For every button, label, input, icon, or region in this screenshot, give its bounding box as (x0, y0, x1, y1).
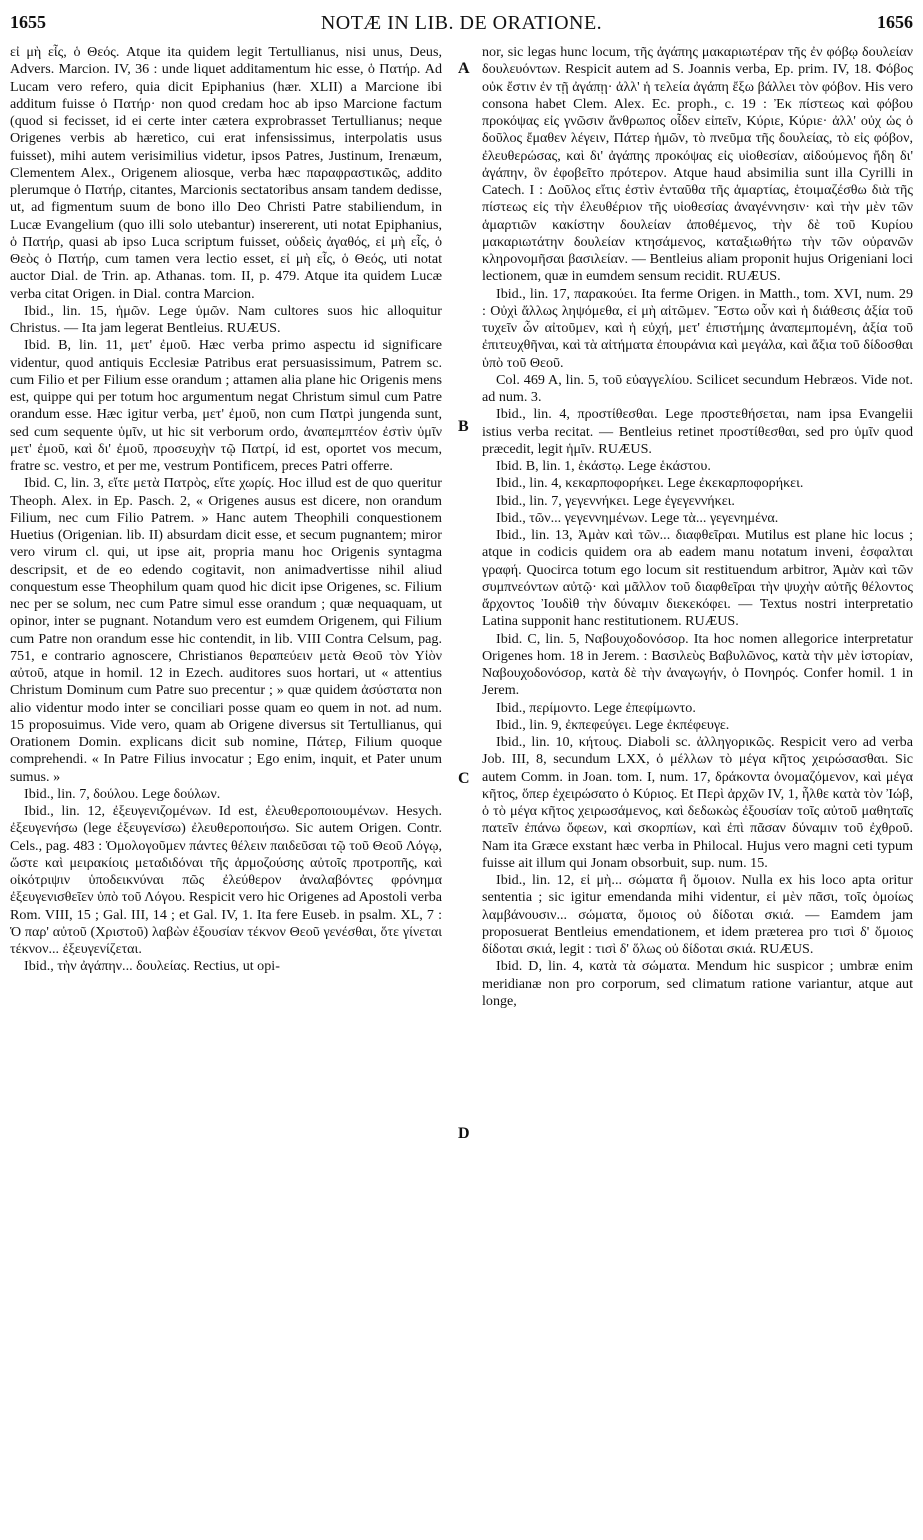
note-paragraph: Ibid., lin. 4, κεκαρποφορήκει. Lege ἐκεκαρποφορήκει. (496, 475, 804, 492)
note-paragraph: Ibid., lin. 7, γεγεννήκει. Lege ἐγεγεννήκει. (496, 492, 735, 509)
left-column (10, 44, 442, 1534)
note-paragraph: Ibid., lin. 13, Ἀμὰν καὶ τῶν... διαφθεῖραι. Mutilus est plane hic locus ; atque in codicis quidem ora ab eadem manu notatum inveni, ἐσφαλται γραφή. Quocirca totum ego locum sit restituendum arbitror, Ἀμὰν καὶ τῶν συμπνεόντων αὐτῷ· καὶ μᾶλλον τοῦ διαφθεῖραι τὴν ψυχὴν αὐτῆς θέλοντος ἄρχοντος Ἰουδὶθ τὴν δύναμιν διεκεκόφει. — Textus nostri interpretatio Latina supponit hanc restitutionem. RUÆUS. (482, 527, 913, 630)
note-paragraph: εἰ μὴ εἷς, ὁ Θεός. Atque ita quidem legit Tertullianus, nisi unus, Deus, Advers. Marcion. IV, 36 : unde liquet additamentum hic esse, ὁ Πατήρ. Ad Lucam vero refero, quia dicit Epiphanius (hær. XLII) a Marcione ibi additum fuisse ὁ Πατήρ· non quod credam hoc ab ipso Marcione factum (quod si fecisset, id ei certe inter cætera exprobrasset Tertullianus; neque Origenes verbis ab hæretico, cui erat infensissimus, interpolatis usus fuisset), mihi autem verisimilius videtur, ipsos Patres, Justinum, Irenæum, Clementem Alex., Origenem aliosque, verba hæc παραφραστικῶς, addito plerumque ὁ Πατήρ, citantes, Marcionis sectatoribus ansam tandem dedisse, ut, ad figmentum suum de bono illo Deo Christi Patre stabiliendum, in Lucæ Evangelium (quo illi solo utebantur) insererent, uti notat Epiphanius, ὁ Πατήρ, quasi ab ipso Luca scriptum fuisset, οὐδεὶς ἀγαθός, εἰ μὴ εἷς, ὁ Θεὸς ὁ Πατήρ, cum tamen vera lectio esset, εἰ μὴ εἷς, ὁ Θεός, uti notat auctor Dial. de Trin. ap. Athanas. tom. II, p. 479. Atque ita quidem Lucæ verba citat Origen. in Dial. contra Marcion. (10, 44, 442, 302)
note-paragraph: Ibid. C, lin. 3, εἴτε μετὰ Πατρὸς, εἴτε χωρίς. Hoc illud est de quo queritur Theoph. Alex. in Ep. Pasch. 2, « Origenes ausus est dicere, non orandum Filium, nec cum Filio Patrem. » Hanc autem Theophili conquestionem Huetius (Origenian. lib. II) absurdam dicit esse, et secum pugnantem; miror vero virum cl. qui, ut ipse ait, propria manu hoc Origenis syntagma descripsit, et de eo edendo cogitavit, non animadvertisse nihil aliud conquestum esse Theophilum quam quod hic dicit ipse Origenes, sc. Filium nec per se solum, nec cum Patre simul esse orandum ; quæ nequaquam, ut opinor, inter se pugnant. Notandum vero est eumdem Origenem, qui Filium cum Patre non orandum esse hic contendit, in lib. VIII Contra Celsum, pag. 751, e contrario agnoscere, Christianos θεραπεύειν μετὰ Θεοῦ τὸν Υἱὸν αὐτοῦ, atque in homil. 12 in Ezech. auditores suos hortari, ut « attentius Christum Dominum cum Patre suo precentur ; » quæ quidem ἀσύστατα non alio videntur modo inter se conciliari posse quam eo quem in not. ad num. 15 proposuimus. Vide vero, quam ab Origene diversus sit Tertullianus, qui Orationem Domin. explicans dicit sub nomine, Πάτερ, Filium quoque comprehendi. « In Patre Filius invocatur ; Ego enim, inquit, et Pater unum sumus. » (10, 475, 442, 785)
section-marker-b: B (458, 418, 469, 435)
page-number-left: 1655 (10, 12, 46, 32)
section-marker-c: C (458, 770, 470, 787)
page-header (10, 8, 913, 38)
note-paragraph: Ibid., lin. 10, κήτους. Diaboli sc. ἀλληγορικῶς. Respicit vero ad verba Job. III, 8, secundum LXX, ὁ μέλλων τὸ μέγα κῆτος χειρώσασθαι. Sic autem Comm. in Joan. tom. I, num. 17, δράκοντα ὀνομαζόμενον, καὶ μέγα κῆτος, ὅπερ ἐχειρώσατο ὁ Κύριος. Et Περὶ ἀρχῶν IV, 1, ἦλθε κατὰ τὸν Ἰώβ, ὁ τὸ μέγα κῆτος χειρωσάμενος, καὶ δεδωκὼς ἐξουσίαν τοῖς αὐτοῦ μαθηταῖς πατεῖν ἐπάνω ὄφεων, καὶ σκορπίων, καὶ ἐπὶ πᾶσαν δύναμιν τοῦ ἐχθροῦ. Nam ita Græce exstant hæc verba in Philocal. Hujus vero magni ceti typum fuisse ait illum qui Jonam obsorbuit, sup. num. 15. (482, 734, 913, 871)
note-paragraph: Ibid., περίμοντο. Lege ἐπεφίμωντο. (496, 699, 696, 716)
note-paragraph: Ibid., lin. 17, παρακούει. Ita ferme Origen. in Matth., tom. XVI, num. 29 : Οὐχὶ ἄλλως ληψόμεθα, εἰ μὴ αἰτῶμεν. Ἔστω οὖν καὶ ἡ διάθεσις ἀξία τοῦ τυχεῖν ὧν αἰτοῦμεν, καὶ ἡ εὐχή, μετ' ἐπιστήμης ἀναπεμπομένη, ἀξία τοῦ ἐπιτευχθῆναι, καὶ τὰ αἰτήματα ἐπουράνια καὶ μεγάλα, καὶ ἄξια τοῦ δίδοσθαι ὑπὸ τοῦ Θεοῦ. (482, 285, 913, 371)
note-paragraph: Ibid., lin. 12, ἐξευγενιζομένων. Id est, ἐλευθεροποιουμένων. Hesych. ἐξευγενήσω (lege ἐξευγενίσω) ἐλευθεροποιήσω. Sic autem Origen. Contr. Cels., pag. 483 : Ὁμολογοῦμεν πάντες θέλειν παιδεῦσαι τῷ τοῦ Θεοῦ Λόγῳ, ὥστε καὶ μειρακίοις μεταδιδόναι τῆς ἁρμοζούσης αὐτοῖς προτροπῆς, καὶ οἰκότριψιν ὑποδεικνύναι πῶς ἐλεύθερον ἀναλαβόντες φρόνημα ἐξευγενισθεῖεν ὑπὸ τοῦ Λόγου. Respicit vero hic Origenes ad Apostoli verba Rom. VIII, 15 ; Gal. III, 14 ; et Gal. IV, 1. Ita fere Euseb. in psalm. XL, 7 : Ὁ παρ' αὐτοῦ (Χριστοῦ) λαβὼν ἐξουσίαν τέκνον Θεοῦ γενέσθαι, ὅτε γίνεται τέκνον... ἐξευγενίζεται. (10, 803, 442, 957)
note-paragraph: Ibid., lin. 4, προστίθεσθαι. Lege προστεθήσεται, nam ipsa Evangelii istius verba recitat. — Bentleius retinet προστίθεσθαι, sed pro ὑμῖν quod præcedit, legit ἡμῖν. RUÆUS. (482, 406, 913, 457)
note-paragraph: Ibid. D, lin. 4, κατὰ τὰ σώματα. Mendum hic suspicor ; umbræ enim meridianæ non pro corporum, sed climatum ratione variantur, atque aut longe, (482, 958, 913, 1009)
section-marker-d: D (458, 1125, 470, 1142)
note-paragraph: Ibid., lin. 15, ἡμῶν. Lege ὑμῶν. Nam cultores suos hic alloquitur Christus. — Ita jam legerat Bentleius. RUÆUS. (10, 302, 442, 336)
note-paragraph: Ibid. B, lin. 11, μετ' ἐμοῦ. Hæc verba primo aspectu id significare videntur, quod antiquis Ecclesiæ Patribus erat persuasissimum, Patrem sc. cum Filio et per Filium esse orandum ; attamen alia plane hic Origenis mens est, quippe qui per totum hoc argumentum negat Christum simul cum Patre orandum esse. Hæc igitur verba, μετ' ἐμοῦ, non cum Πατρὶ jungenda sunt, sed cum sequente ὑμῖν, ut hic sit verborum ordo, ἀναπεμπτέον ἐστὶν ὑμῖν μετ' ἐμοῦ, καὶ δι' ἐμοῦ, προσευχὴν τῷ Πατρί, id est, oportet vos mecum, fratre sc. vestro, et per me, vestrum Pontificem, preces Patri offerre. (10, 337, 442, 474)
note-paragraph: Ibid., lin. 9, ἐκπεφεύγει. Lege ἐκπέφευγε. (496, 716, 730, 733)
note-paragraph: Ibid., lin. 7, δούλου. Lege δούλων. (24, 785, 221, 802)
note-paragraph: Col. 469 A, lin. 5, τοῦ εὐαγγελίου. Scilicet secundum Hebræos. Vide not. ad num. 3. (482, 371, 913, 405)
note-paragraph: Ibid., τὴν ἀγάπην... δουλείας. Rectius, ut opi- (24, 958, 280, 975)
page-number-right: 1656 (877, 12, 913, 32)
note-paragraph: Ibid., τῶν... γεγεννημένων. Lege τὰ... γεγενημένα. (496, 509, 779, 526)
note-paragraph: nor, sic legas hunc locum, τῆς ἀγάπης μακαριωτέραν τῆς ἐν φόβῳ δουλείαν δουλευόντων. Respicit autem ad S. Joannis verba, Ep. prim. IV, 18. Φόβος οὐκ ἔστιν ἐν τῇ ἀγάπῃ· ἀλλ' ἡ τελεία ἀγάπη ἔξω βάλλει τὸν φόβον. His vero consona habet Clem. Alex. Ec. proph., c. 19 : Ἐκ πίστεως καὶ φόβου προκόψας εἰς γνῶσιν ἄνθρωπος οἶδεν εἰπεῖν, Κύριε, Κύριε· ἀλλ' οὐχ ὡς ὁ δοῦλος ἔμαθεν λέγειν, Πάτερ ἡμῶν, τὸ πνεῦμα τῆς δουλείας, τὸ εἰς φόβον, ἐλευθερώσας, καὶ δι' ἀγάπης προκόψας εἰς υἱοθεσίαν, αἰδούμενος ἤδη δι' ἀγάπην, ὃν ἐφοβεῖτο πρότερον. Atque haud absimilia sunt illa Cyrilli in Catech. I : Δοῦλος εἴτις ἐστὶν ἐνταῦθα τῆς ἁμαρτίας, ἑτοιμαζέσθω διὰ τῆς πίστεως εἰς τὴν ἐλευθέριον τῆς υἱοθεσίας ἀναγέννησιν· καὶ τὴν μὲν τῶν ἁμαρτιῶν κακίστην δουλείαν ἀποθέμενος, τὴν δὲ τοῦ Κυρίου μακαριωτάτην δουλείαν κτησάμενος, καταξιωθήτω τὴν τῶν οὐρανῶν κληρονομῆσαι βασιλείαν. — Bentleius aliam proponit hujus Origeniani loci lectionem, quæ in eumdem sensum recidit. RUÆUS. (482, 44, 913, 285)
section-marker-a: A (458, 60, 470, 77)
note-paragraph: Ibid. B, lin. 1, ἑκάστῳ. Lege ἑκάστου. (496, 458, 711, 474)
note-paragraph: Ibid., lin. 12, εἰ μὴ... σώματα ἢ ὅμοιον. Nulla ex his loco apta oritur sententia ; sic igitur emendanda mihi videntur, εἰ μὲν πᾶσι, τοῖς ὁμοίως λαμβάνουσιν... σώματα, ὅμοιος οὐ δίδοται σκιά. — Eamdem jam proposuerat Bentleius emendationem, et idem præterea pro τισὶ δ' ὅμοιος δίδοται σκιά, legit : τισὶ δ' ὅλως οὐ δίδοται σκιά. RUÆUS. (482, 872, 913, 957)
right-column (482, 44, 913, 1534)
note-paragraph: Ibid. C, lin. 5, Ναβουχοδονόσορ. Ita hoc nomen allegorice interpretatur Origenes hom. 18 in Jerem. : Βασιλεὺς Βαβυλῶνος, κατὰ τὴν μὲν ἱστορίαν, Ναβουχοδονόσορ, κατὰ δὲ τὴν ἀναγωγήν, ὁ Πονηρός. Confer homil. 1 in Jerem. (482, 630, 913, 699)
running-title: NOTÆ IN LIB. DE ORATIONE. (320, 12, 603, 34)
